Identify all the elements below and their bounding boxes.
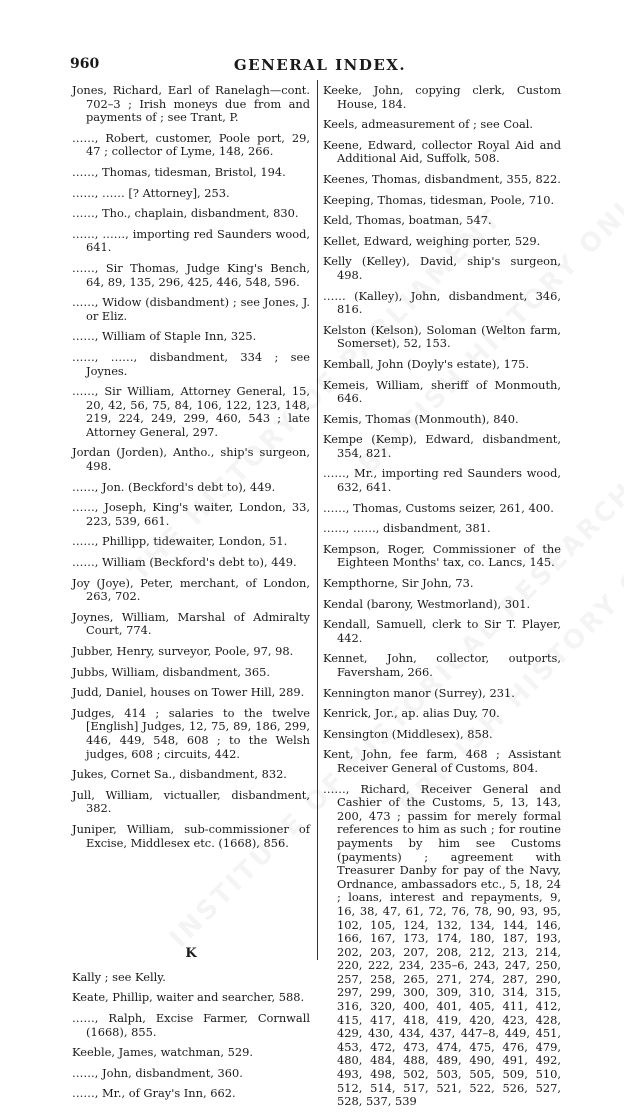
index-entry: Kempthorne, Sir John, 73. (323, 576, 474, 591)
index-entry: Kent, John, fee farm, 468 ; Assistant Receiver General of Customs, 804. (323, 747, 561, 775)
index-entry: ……, John, disbandment, 360. (72, 1065, 243, 1080)
index-entry: Keld, Thomas, boatman, 547. (323, 213, 492, 228)
index-entry: Jordan (Jorden), Antho., ship's surgeon, 498. (72, 445, 310, 474)
index-entry: ……, Sir William, Attorney General, 15, 20, 42, 56, 75, 84, 106, 122, 123, 148, 219, 224, 249, 299, 460, 543 ; late Attorney General, 297. (72, 384, 310, 439)
index-entry: ……, Widow (disbandment) ; see Jones, J. or Eliz. (72, 295, 310, 323)
index-entry: Judges, 414 ; salaries to the twelve [English] Judges, 12, 75, 89, 186, 299, 446, 449, 548, 608 ; to the Welsh judges, 608 ; circuits, 442. (72, 705, 310, 761)
index-entry: Kemis, Thomas (Monmouth), 840. (323, 411, 519, 426)
index-entry: Joynes, William, Marshal of Admiralty Court, 774. (72, 609, 310, 638)
index-entry: ……, Richard, Receiver General and Cashier of the Customs, 5, 13, 143, 200, 473 ; passim for merely formal references to him as such ; for routine payments by him see Customs (payments) ; agreement with Treasurer Danby for pay of the Navy, Ordnance, ambassadors etc., 5, 18, 24 ; loans, interest and repayments, 9, 16, 38, 47, 61, 72, 76, 78, 90, 93, 95, 102, 105, 124, 132, 134, 144, 146, 166, 167, 173, 174, 180, 187, 193, 202, 203, 207, 208, 212, 213, 214, 220, 222, 234, 235–6, 243, 247, 250, 257, 258, 265, 271, 274, 287, 290, 297, 299, 300, 309, 310, 314, 315, 316, 320, 400, 401, 405, 411, 412, 415, 417, 418, 419, 420, 423, 428, 429, 430, 434, 437, 447–8, 449, 451, 453, 472, 473, 474, 475, 476, 479, 480, 484, 488, 489, 490, 491, 492, 493, 498, 502, 503, 505, 509, 510, 512, 514, 517, 521, 522, 526, 527, 528, 537, 539 (323, 781, 561, 1109)
index-entry: …… (Kalley), John, disbandment, 346, 816. (323, 288, 561, 317)
index-entry: Jull, William, victualler, disbandment, 382. (72, 787, 310, 816)
index-entry: Keate, Phillip, waiter and searcher, 588. (72, 990, 305, 1005)
index-entry: Jones, Richard, Earl of Ranelagh—cont. 702–3 ; Irish moneys due from and payments of ; see Trant, P. (72, 83, 310, 125)
index-entry: ……, ……, disbandment, 334 ; see Joynes. (72, 349, 310, 378)
index-entry: Kempson, Roger, Commissioner of the Eighteen Months' tax, co. Lancs, 145. (323, 541, 561, 570)
index-entry: Kendal (barony, Westmorland), 301. (323, 596, 531, 611)
section-letter: K (185, 946, 197, 962)
index-entry: ……, Thomas, Customs seizer, 261, 400. (323, 500, 554, 515)
index-entry: ……, Joseph, King's waiter, London, 33, 223, 539, 661. (72, 500, 310, 528)
index-entry: Jubbs, William, disbandment, 365. (72, 664, 271, 679)
index-entry: Kemball, John (Doyly's estate), 175. (323, 356, 529, 371)
index-entry: Kensington (Middlesex), 858. (323, 726, 493, 741)
index-entry: Jubber, Henry, surveyor, Poole, 97, 98. (72, 644, 294, 658)
section-gap (72, 857, 310, 923)
index-entry: ……, ……, importing red Saunders wood, 641. (72, 226, 310, 255)
column-divider (317, 80, 318, 960)
index-entry: Keeke, John, copying clerk, Custom House, 184. (323, 83, 561, 111)
index-entry: Kemeis, William, sheriff of Monmouth, 646. (323, 377, 561, 406)
index-entry: Jukes, Cornet Sa., disbandment, 832. (72, 767, 287, 782)
index-entry: ……, William of Staple Inn, 325. (72, 329, 257, 344)
index-entry: ……, Sir Thomas, Judge King's Bench, 64, 89, 135, 296, 425, 446, 548, 596. (72, 260, 310, 289)
index-entry: ……, ……, disbandment, 381. (323, 521, 491, 536)
index-entry: ……, Ralph, Excise Farmer, Cornwall (1668), 855. (72, 1010, 310, 1039)
left-column (72, 84, 310, 1108)
index-entry: ……, Tho., chaplain, disbandment, 830. (72, 206, 299, 221)
page-header (70, 56, 570, 80)
index-entry: ……, Robert, customer, Poole port, 29, 47 ; collector of Lyme, 148, 266. (72, 130, 310, 159)
index-entry: Keels, admeasurement of ; see Coal. (323, 117, 534, 132)
index-entry: Kendall, Samuell, clerk to Sir T. Player, 442. (323, 617, 561, 645)
index-entry: Kellet, Edward, weighing porter, 529. (323, 233, 541, 248)
index-entry: Judd, Daniel, houses on Tower Hill, 289. (72, 685, 305, 700)
index-entry: ……, Phillipp, tidewaiter, London, 51. (72, 534, 288, 549)
index-entry: Keeble, James, watchman, 529. (72, 1045, 253, 1060)
index-entry: ……, Thomas, tidesman, Bristol, 194. (72, 164, 286, 179)
index-entry: Kally ; see Kelly. (72, 969, 166, 984)
index-entry: Joy (Joye), Peter, merchant, of London, 263, 702. (72, 575, 310, 604)
index-entry: Kelston (Kelson), Soloman (Welton farm, Somerset), 52, 153. (323, 322, 561, 351)
index-entry: Keeping, Thomas, tidesman, Poole, 710. (323, 192, 555, 207)
index-entry: ……, Mr., of Gray's Inn, 662. (72, 1086, 236, 1101)
page-number: 960 (70, 56, 100, 72)
index-entry: ……, Jon. (Beckford's debt to), 449. (72, 479, 276, 494)
index-entry: ……, William (Beckford's debt to), 449. (72, 555, 297, 570)
index-entry: Keenes, Thomas, disbandment, 355, 822. (323, 171, 561, 186)
index-entry: Juniper, William, sub-commissioner of Excise, Middlesex etc. (1668), 856. (72, 821, 310, 850)
index-entry: Kenrick, Jor., ap. alias Duy, 70. (323, 706, 500, 721)
index-entry: Kelly (Kelley), David, ship's surgeon, 498. (323, 254, 561, 282)
right-column (323, 84, 561, 1116)
index-entry: ……, …… [? Attorney], 253. (72, 185, 230, 200)
index-entry: Keene, Edward, collector Royal Aid and Additional Aid, Suffolk, 508. (323, 137, 561, 166)
page-title: GENERAL INDEX. (233, 56, 407, 74)
index-entry: Kempe (Kemp), Edward, disbandment, 354, 821. (323, 432, 561, 460)
index-entry: Kennington manor (Surrey), 231. (323, 685, 515, 700)
index-entry: ……, Mr., importing red Saunders wood, 632, 641. (323, 466, 561, 495)
index-entry: Kennet, John, collector, outports, Faversham, 266. (323, 651, 561, 679)
